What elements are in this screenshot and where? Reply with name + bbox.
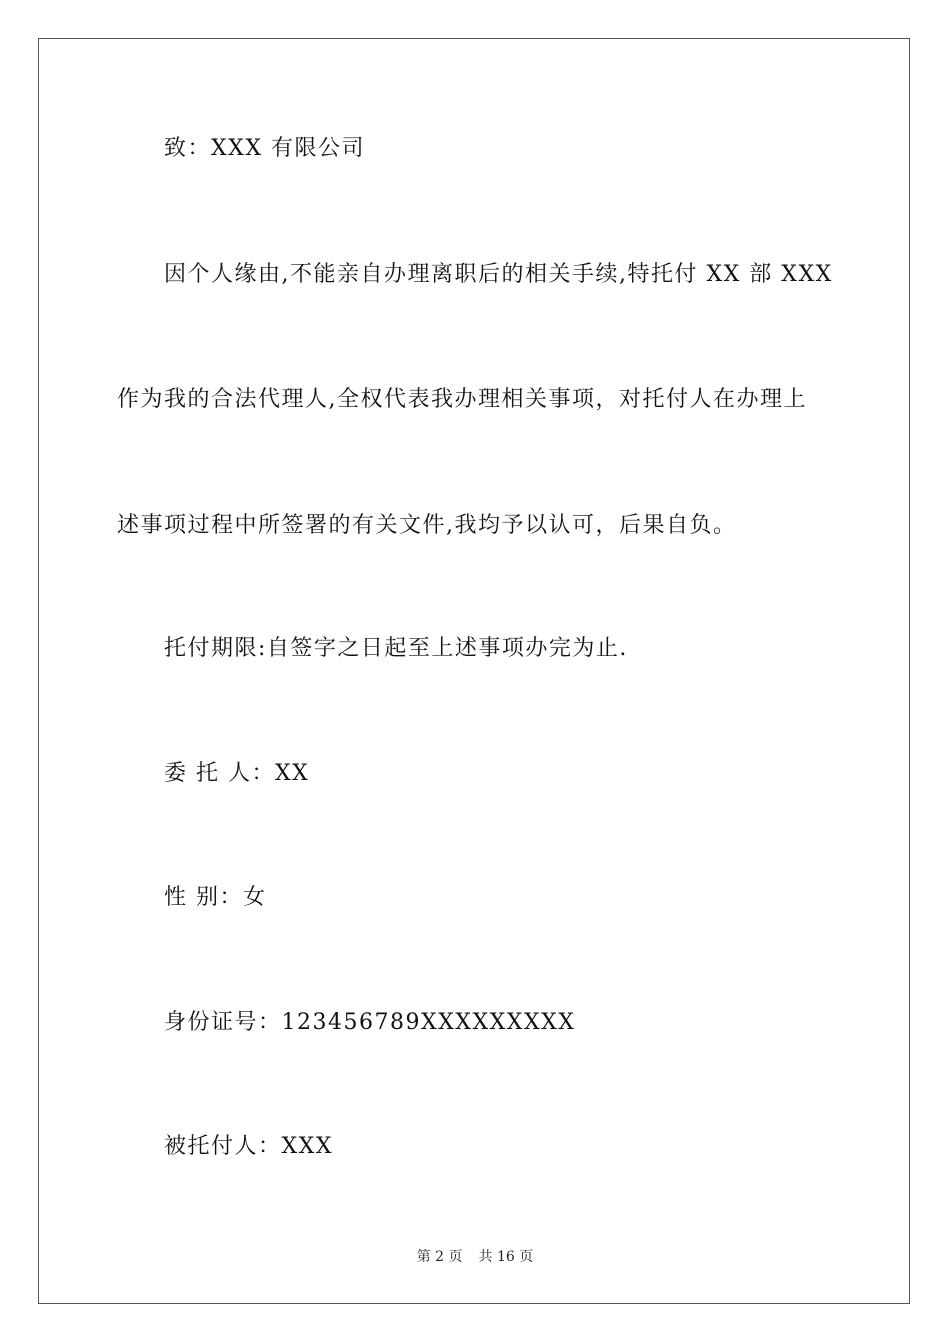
body-line-1: 因个人缘由,不能亲自办理离职后的相关手续,特托付 XX 部 XXX: [164, 262, 833, 287]
page-footer: [0, 1247, 950, 1267]
id-number-line: 身份证号：123456789XXXXXXXXX: [164, 1010, 576, 1035]
gender-line: 性 别：女: [164, 885, 267, 910]
page-total: 共 16 页: [478, 1249, 534, 1265]
body-line-3: 述事项过程中所签署的有关文件,我均予以认可，后果自负。: [117, 513, 737, 538]
agent-line: 被托付人：XXX: [164, 1134, 333, 1159]
page-number: 第 2 页: [416, 1249, 463, 1265]
page-border: [38, 38, 910, 1304]
body-line-2: 作为我的合法代理人,全权代表我办理相关事项，对托付人在办理上: [117, 387, 807, 412]
entrust-period-line: 托付期限:自签字之日起至上述事项办完为止.: [164, 636, 628, 661]
principal-line: 委 托 人：XX: [164, 761, 310, 786]
salutation-line: 致：XXX 有限公司: [164, 136, 365, 161]
